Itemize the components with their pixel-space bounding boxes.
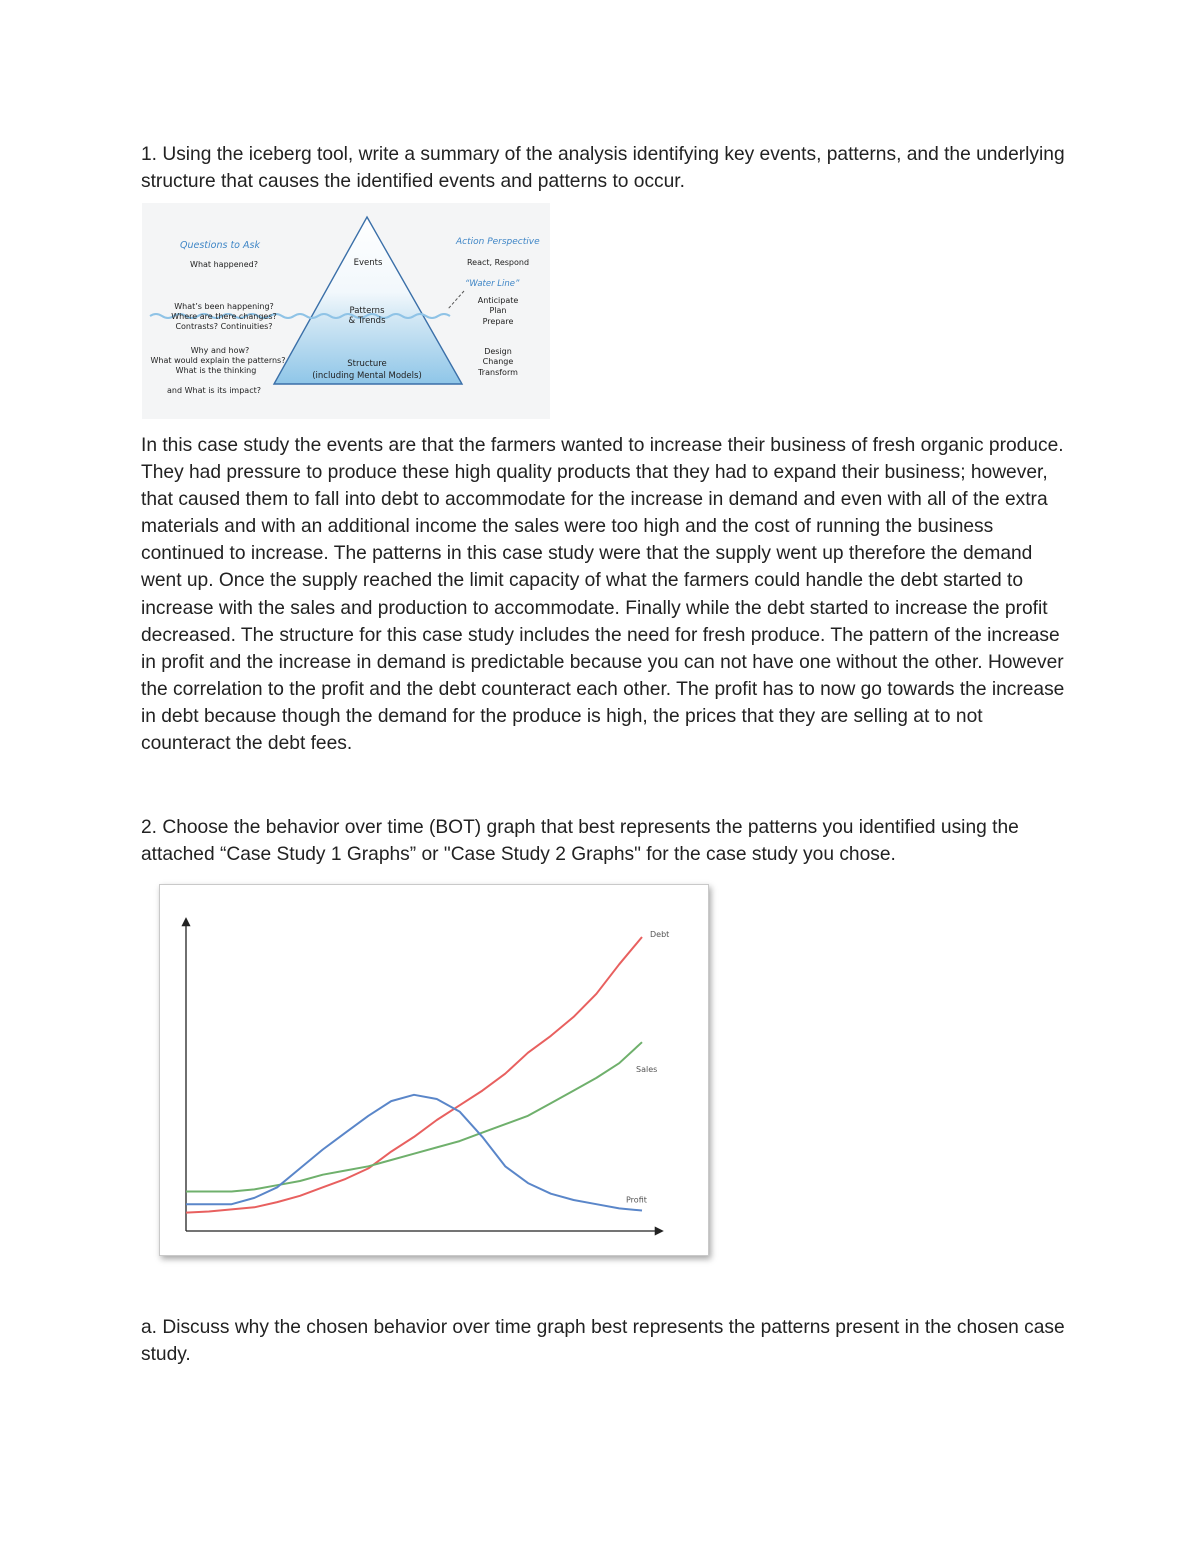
iceberg-waterline-label: “Water Line” [465, 279, 520, 289]
question-1-text: 1. Using the iceberg tool, write a summary of the analysis identifying key events, patterns, and the underlying structure that causes the identified events and patterns to occur. [141, 144, 1065, 192]
iceberg-right-title: Action Perspective [456, 237, 540, 247]
bot-graph [159, 884, 709, 1256]
question-structure-2: What would explain the patterns? [150, 356, 286, 365]
tier-patterns-2: & Trends [348, 316, 386, 326]
question-structure-1: Why and how? [190, 346, 250, 355]
question-a-text: a. Discuss why the chosen behavior over time graph best represents the patterns present in the chosen case study. [141, 1317, 1065, 1365]
series-line-sales [186, 1042, 642, 1191]
question-structure-3: What is the thinking [175, 366, 257, 375]
answer-1-paragraph: In this case study the events are that the farmers wanted to increase their business of fresh organic produce. They had pressure to produce these high quality products that they had to expand their business; however, that caused them to fall into debt to accommodate for the increase in demand and even with all of the extra materials and with an additional income the sales were too high and the cost of running the business continued to increase. The patterns in this case study were that the supply went up therefore the demand went up. Once the supply reached the limit capacity of what the farmers could handle the debt started to increase with the sales and production to accommodate. Finally while the debt started to increase the profit decreased. The structure for this case study includes the need for fresh produce. The pattern of the increase in profit and the increase in demand is predictable because you can not have one without the other. However the correlation to the profit and the debt counteract each other. The profit has to now go towards the increase in debt because though the demand for the produce is high, the prices that they are selling at to not counteract the debt fees. [141, 435, 1065, 755]
action-events: React, Respond [466, 258, 530, 267]
series-label-sales: Sales [636, 1065, 658, 1075]
question-events: What happened? [190, 260, 258, 269]
question-patterns-3: Contrasts? Continuities? [175, 322, 273, 331]
question-2-text: 2. Choose the behavior over time (BOT) graph that best represents the patterns you identified using the attached “Case Study 1 Graphs” or "Case Study 2 Graphs" for the case study you chose. [141, 817, 1019, 865]
series-label-debt: Debt [650, 930, 670, 939]
action-structure-2: Change [482, 357, 514, 366]
iceberg-figure [142, 203, 550, 419]
action-patterns-3: Prepare [482, 317, 514, 326]
series-line-debt [186, 937, 642, 1213]
question-patterns-2: Where are there changes? [171, 312, 277, 321]
series-line-profit [186, 1095, 642, 1211]
tier-structure-1: Structure [347, 359, 387, 369]
action-patterns-2: Plan [489, 306, 507, 315]
question-structure-4: and What is its impact? [167, 386, 261, 395]
action-structure-3: Transform [478, 368, 518, 377]
tier-patterns-1: Patterns [349, 306, 385, 316]
iceberg-left-title: Questions to Ask [180, 240, 260, 251]
bot-graph-svg [160, 885, 708, 1255]
action-patterns-1: Anticipate [477, 296, 519, 305]
water-line-pointer [448, 291, 464, 309]
series-label-profit: Profit [626, 1195, 647, 1205]
question-patterns-1: What’s been happening? [174, 302, 274, 311]
tier-structure-2: (including Mental Models) [312, 371, 422, 381]
action-structure-1: Design [484, 347, 512, 356]
tier-events: Events [353, 258, 383, 268]
